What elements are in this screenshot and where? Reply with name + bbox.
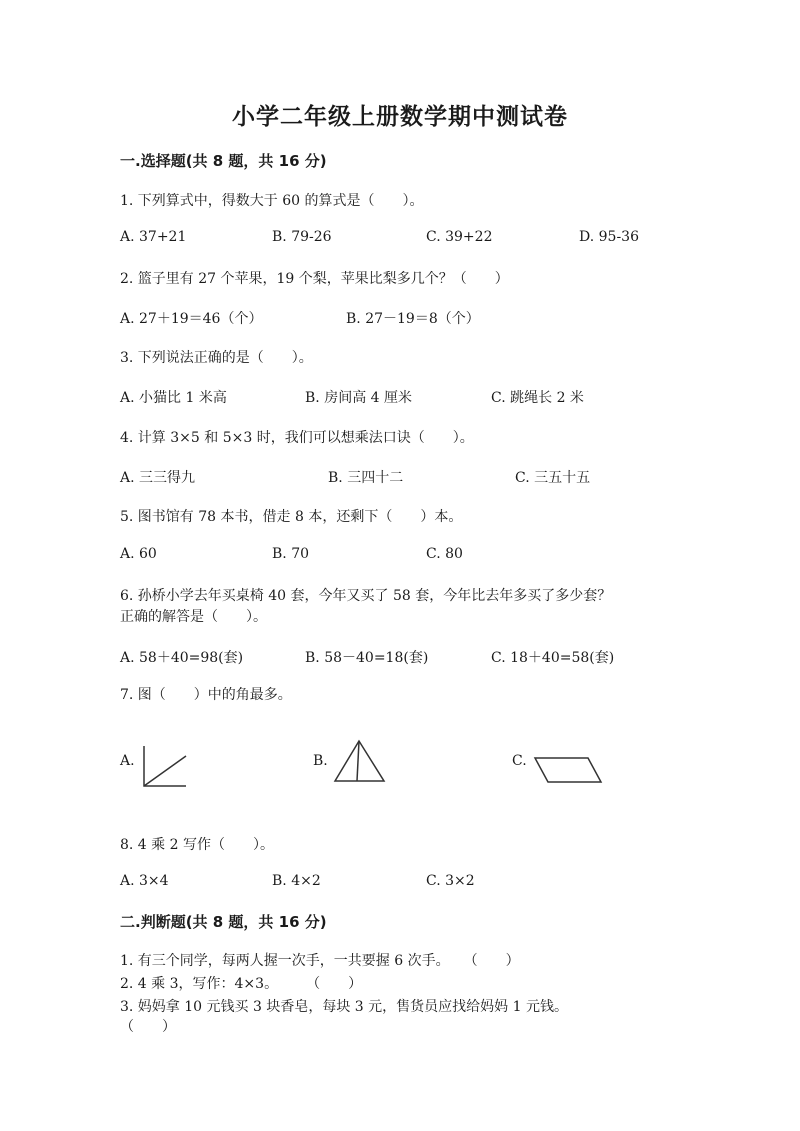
- q5-option-b: B. 70: [272, 546, 310, 562]
- question-6-line-2: 正确的解答是（ ）。: [120, 609, 267, 625]
- q7-option-b: B.: [313, 753, 328, 769]
- angle-figure-a: [140, 744, 190, 790]
- q3-option-c: C. 跳绳长 2 米: [491, 390, 584, 406]
- triangle-figure-b: [332, 738, 386, 784]
- q4-option-b: B. 三四十二: [328, 470, 404, 486]
- q1-option-b: B. 79-26: [272, 229, 332, 245]
- question-1: 1. 下列算式中，得数大于 60 的算式是（ ）。: [120, 193, 424, 209]
- parallelogram-figure-c: [532, 754, 604, 786]
- question-5: 5. 图书馆有 78 本书，借走 8 本，还剩下（ ）本。: [120, 509, 463, 525]
- q8-option-c: C. 3×2: [426, 873, 475, 889]
- q2-option-a: A. 27＋19＝46（个）: [120, 311, 263, 327]
- q6-option-a: A. 58＋40=98(套): [120, 650, 244, 666]
- question-4: 4. 计算 3×5 和 5×3 时，我们可以想乘法口诀（ ）。: [120, 430, 474, 446]
- q7-option-c: C.: [512, 753, 527, 769]
- judgement-item-3-answer-blank: （ ）: [120, 1019, 176, 1035]
- section-heading-choice: 一.选择题(共 8 题，共 16 分): [120, 152, 327, 170]
- q6-option-b: B. 58－40=18(套): [305, 650, 429, 666]
- judgement-item-1: 1. 有三个同学，每两人握一次手，一共要握 6 次手。 （ ）: [120, 953, 520, 969]
- q3-option-b: B. 房间高 4 厘米: [305, 390, 412, 406]
- question-7: 7. 图（ ）中的角最多。: [120, 687, 292, 703]
- q7-option-a: A.: [120, 753, 135, 769]
- q8-option-b: B. 4×2: [272, 873, 321, 889]
- question-3: 3. 下列说法正确的是（ ）。: [120, 350, 313, 366]
- q6-option-c: C. 18＋40=58(套): [491, 650, 615, 666]
- section-heading-judgement: 二.判断题(共 8 题，共 16 分): [120, 913, 327, 931]
- q4-option-c: C. 三五十五: [515, 470, 591, 486]
- question-6-line-1: 6. 孙桥小学去年买桌椅 40 套，今年又买了 58 套，今年比去年多买了多少套？: [120, 588, 612, 604]
- q1-option-a: A. 37+21: [120, 229, 187, 245]
- page-title: 小学二年级上册数学期中测试卷: [232, 104, 568, 130]
- judgement-item-2: 2. 4 乘 3，写作：4×3。 （ ）: [120, 976, 363, 992]
- q8-option-a: A. 3×4: [120, 873, 169, 889]
- q4-option-a: A. 三三得九: [120, 470, 196, 486]
- q2-option-b: B. 27－19＝8（个）: [346, 311, 480, 327]
- q3-option-a: A. 小猫比 1 米高: [120, 390, 227, 406]
- q5-option-c: C. 80: [426, 546, 463, 562]
- judgement-item-3: 3. 妈妈拿 10 元钱买 3 块香皂，每块 3 元，售货员应找给妈妈 1 元钱。: [120, 999, 568, 1015]
- q1-option-d: D. 95-36: [579, 229, 639, 245]
- q1-option-c: C. 39+22: [426, 229, 493, 245]
- q5-option-a: A. 60: [120, 546, 157, 562]
- question-8: 8. 4 乘 2 写作（ ）。: [120, 837, 274, 853]
- question-2: 2. 篮子里有 27 个苹果，19 个梨，苹果比梨多几个？（ ）: [120, 271, 509, 287]
